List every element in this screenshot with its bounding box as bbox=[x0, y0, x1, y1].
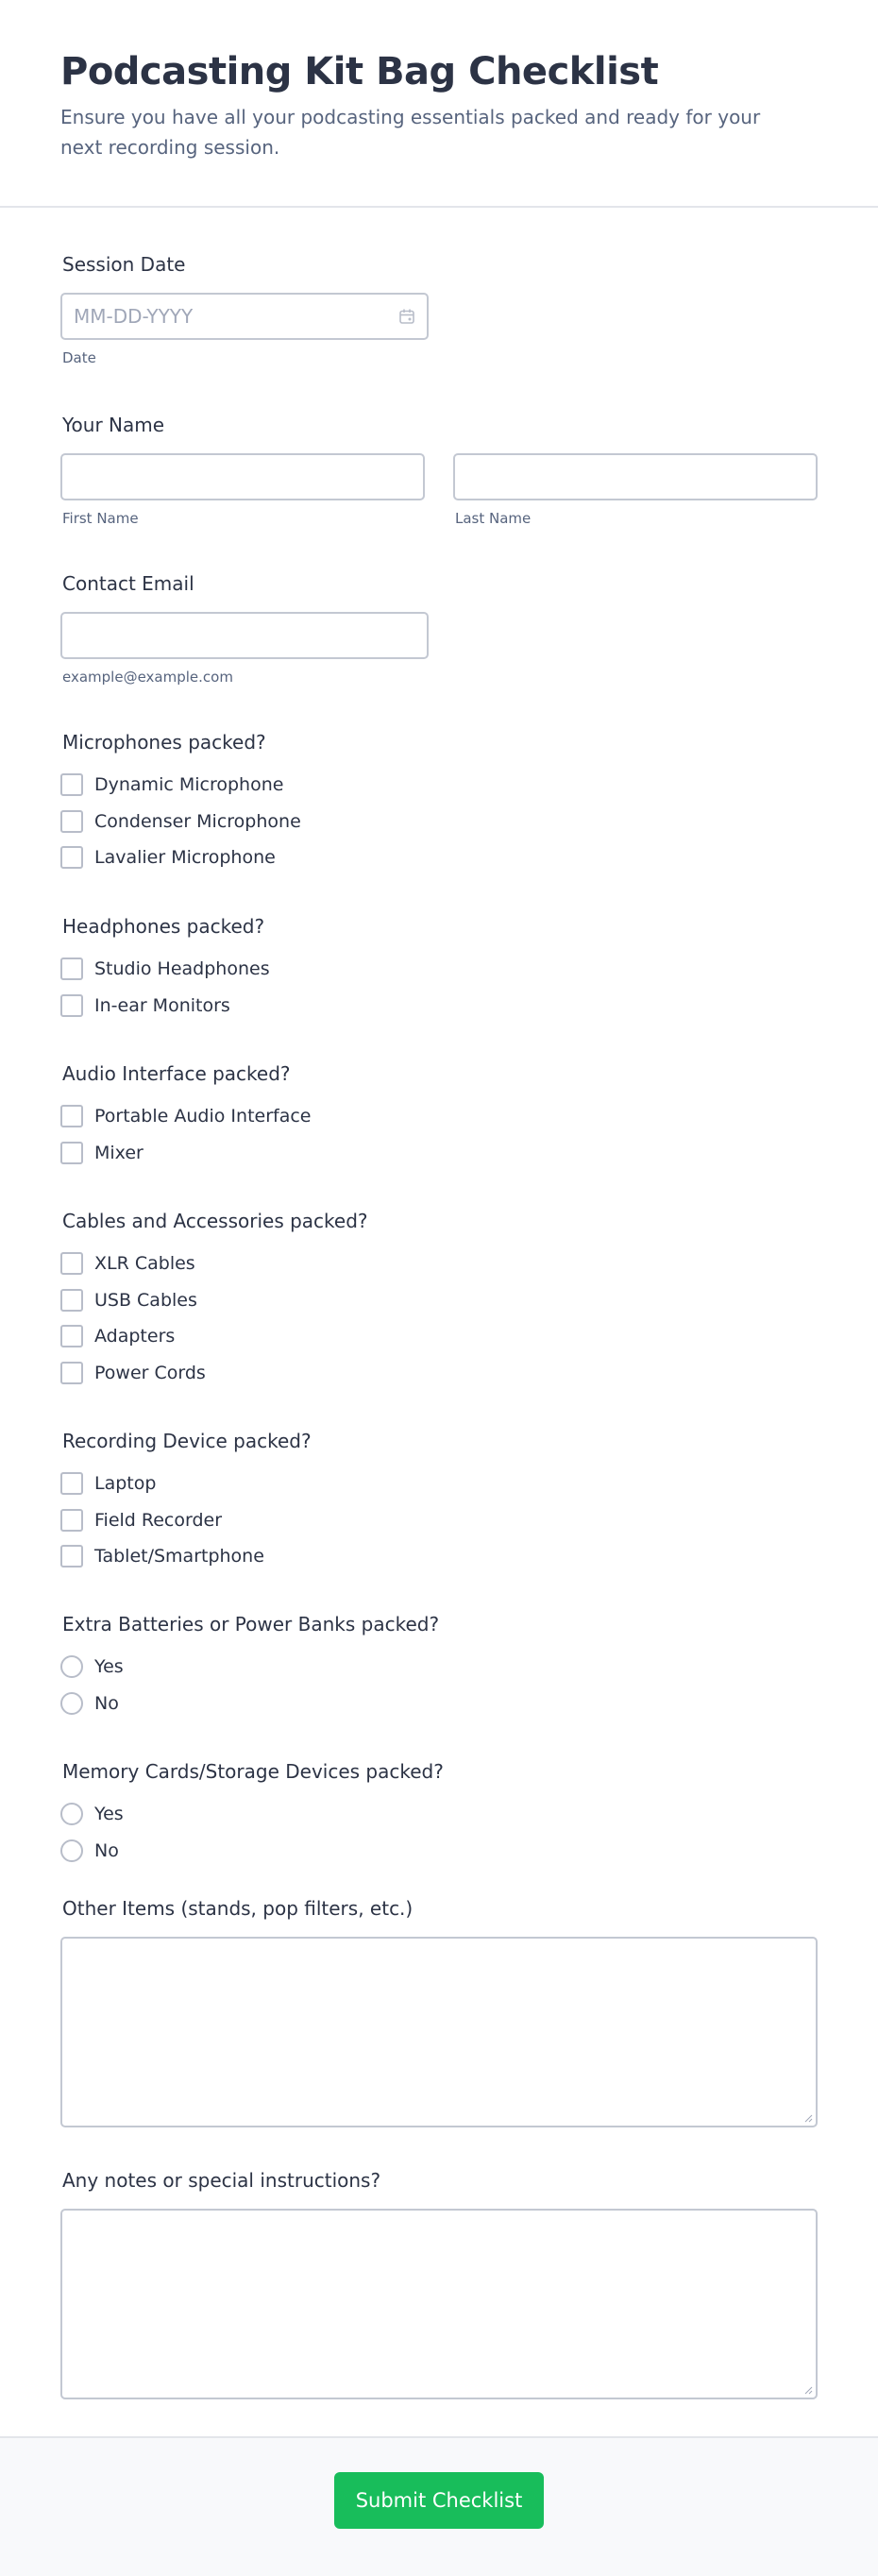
checkbox-option[interactable] bbox=[60, 767, 818, 804]
option-label: Yes bbox=[94, 1804, 124, 1825]
notes-field bbox=[60, 2167, 818, 2399]
other-items-textarea[interactable] bbox=[60, 1937, 818, 2127]
option-label: USB Cables bbox=[94, 1289, 197, 1311]
checkbox-option[interactable] bbox=[60, 1282, 818, 1319]
audio-interface-field bbox=[60, 1060, 818, 1208]
checkbox-option[interactable] bbox=[60, 839, 818, 876]
headphones-label: Headphones packed? bbox=[62, 915, 265, 938]
session-date-sublabel: Date bbox=[62, 349, 96, 366]
checkbox-option[interactable] bbox=[60, 1318, 818, 1355]
option-label: XLR Cables bbox=[94, 1253, 195, 1275]
name-field bbox=[60, 412, 818, 570]
checkbox-option[interactable] bbox=[60, 804, 818, 840]
recording-device-field bbox=[60, 1428, 818, 1611]
other-items-field bbox=[60, 1895, 818, 2167]
checkbox-option[interactable] bbox=[60, 1246, 818, 1282]
option-label: Mixer bbox=[94, 1142, 144, 1163]
checkbox[interactable] bbox=[60, 1142, 83, 1164]
option-label: Tablet/Smartphone bbox=[94, 1546, 264, 1568]
submit-button[interactable]: Submit Checklist bbox=[334, 2472, 544, 2529]
radio-option-no[interactable] bbox=[60, 1833, 818, 1870]
radio-option-yes[interactable] bbox=[60, 1796, 818, 1833]
option-label: Adapters bbox=[94, 1326, 176, 1347]
batteries-field bbox=[60, 1611, 818, 1758]
option-label: Condenser Microphone bbox=[94, 810, 301, 832]
checkbox[interactable] bbox=[60, 1252, 83, 1275]
radio-button[interactable] bbox=[60, 1655, 83, 1678]
checkbox-option[interactable] bbox=[60, 988, 818, 1025]
resize-handle-icon[interactable] bbox=[803, 2113, 813, 2123]
radio-button[interactable] bbox=[60, 1803, 83, 1825]
microphones-field bbox=[60, 729, 818, 913]
audio-interface-label: Audio Interface packed? bbox=[62, 1062, 291, 1085]
checkbox-option[interactable] bbox=[60, 1098, 818, 1135]
batteries-label: Extra Batteries or Power Banks packed? bbox=[62, 1613, 440, 1635]
form-footer bbox=[0, 2436, 878, 2576]
cables-field bbox=[60, 1208, 818, 1428]
first-name-sublabel: First Name bbox=[62, 510, 139, 527]
option-label: Dynamic Microphone bbox=[94, 774, 284, 796]
form-header bbox=[0, 0, 878, 208]
memory-cards-field bbox=[60, 1758, 818, 1895]
option-label: No bbox=[94, 1839, 119, 1861]
checkbox[interactable] bbox=[60, 958, 83, 980]
email-label: Contact Email bbox=[62, 572, 194, 595]
other-items-label: Other Items (stands, pop filters, etc.) bbox=[62, 1897, 414, 1920]
email-field bbox=[60, 570, 818, 729]
checkbox[interactable] bbox=[60, 1472, 83, 1495]
cables-label: Cables and Accessories packed? bbox=[62, 1210, 368, 1232]
session-date-input[interactable] bbox=[60, 293, 429, 340]
checkbox[interactable] bbox=[60, 810, 83, 833]
checkbox[interactable] bbox=[60, 1545, 83, 1568]
session-date-field bbox=[60, 251, 818, 412]
page-title: Podcasting Kit Bag Checklist bbox=[60, 50, 659, 93]
checkbox[interactable] bbox=[60, 773, 83, 796]
option-label: Laptop bbox=[94, 1473, 157, 1495]
last-name-input[interactable] bbox=[453, 453, 818, 500]
checkbox-option[interactable] bbox=[60, 1466, 818, 1502]
checkbox[interactable] bbox=[60, 1362, 83, 1384]
resize-handle-icon[interactable] bbox=[803, 2385, 813, 2395]
notes-textarea[interactable] bbox=[60, 2209, 818, 2399]
option-label: Power Cords bbox=[94, 1363, 206, 1384]
checkbox[interactable] bbox=[60, 1325, 83, 1347]
email-input[interactable] bbox=[60, 612, 429, 659]
headphones-field bbox=[60, 913, 818, 1060]
option-label: No bbox=[94, 1692, 119, 1714]
checkbox[interactable] bbox=[60, 1509, 83, 1532]
session-date-placeholder: MM-DD-YYYY bbox=[74, 305, 194, 328]
recording-device-label: Recording Device packed? bbox=[62, 1430, 312, 1452]
checkbox-option[interactable] bbox=[60, 1502, 818, 1539]
session-date-label: Session Date bbox=[62, 253, 186, 276]
email-sublabel: example@example.com bbox=[62, 669, 233, 686]
calendar-icon[interactable] bbox=[398, 308, 415, 325]
checkbox-option[interactable] bbox=[60, 951, 818, 988]
checkbox[interactable] bbox=[60, 1105, 83, 1127]
option-label: Portable Audio Interface bbox=[94, 1106, 312, 1127]
checklist-form bbox=[0, 208, 878, 2399]
microphones-label: Microphones packed? bbox=[62, 731, 266, 754]
notes-label: Any notes or special instructions? bbox=[62, 2169, 381, 2192]
checkbox[interactable] bbox=[60, 846, 83, 869]
checkbox-option[interactable] bbox=[60, 1538, 818, 1575]
first-name-input[interactable] bbox=[60, 453, 425, 500]
page-subtitle: Ensure you have all your podcasting essentials packed and ready for your next recording session. bbox=[60, 106, 761, 159]
name-label: Your Name bbox=[62, 414, 165, 436]
checkbox-option[interactable] bbox=[60, 1355, 818, 1392]
radio-button[interactable] bbox=[60, 1839, 83, 1862]
last-name-sublabel: Last Name bbox=[455, 510, 532, 527]
radio-button[interactable] bbox=[60, 1692, 83, 1715]
checkbox[interactable] bbox=[60, 994, 83, 1017]
checkbox-option[interactable] bbox=[60, 1135, 818, 1172]
memory-cards-label: Memory Cards/Storage Devices packed? bbox=[62, 1760, 444, 1783]
option-label: In-ear Monitors bbox=[94, 994, 230, 1016]
option-label: Studio Headphones bbox=[94, 958, 270, 980]
option-label: Lavalier Microphone bbox=[94, 847, 276, 869]
option-label: Field Recorder bbox=[94, 1509, 223, 1531]
radio-option-no[interactable] bbox=[60, 1686, 818, 1722]
option-label: Yes bbox=[94, 1656, 124, 1678]
radio-option-yes[interactable] bbox=[60, 1649, 818, 1686]
checkbox[interactable] bbox=[60, 1289, 83, 1312]
